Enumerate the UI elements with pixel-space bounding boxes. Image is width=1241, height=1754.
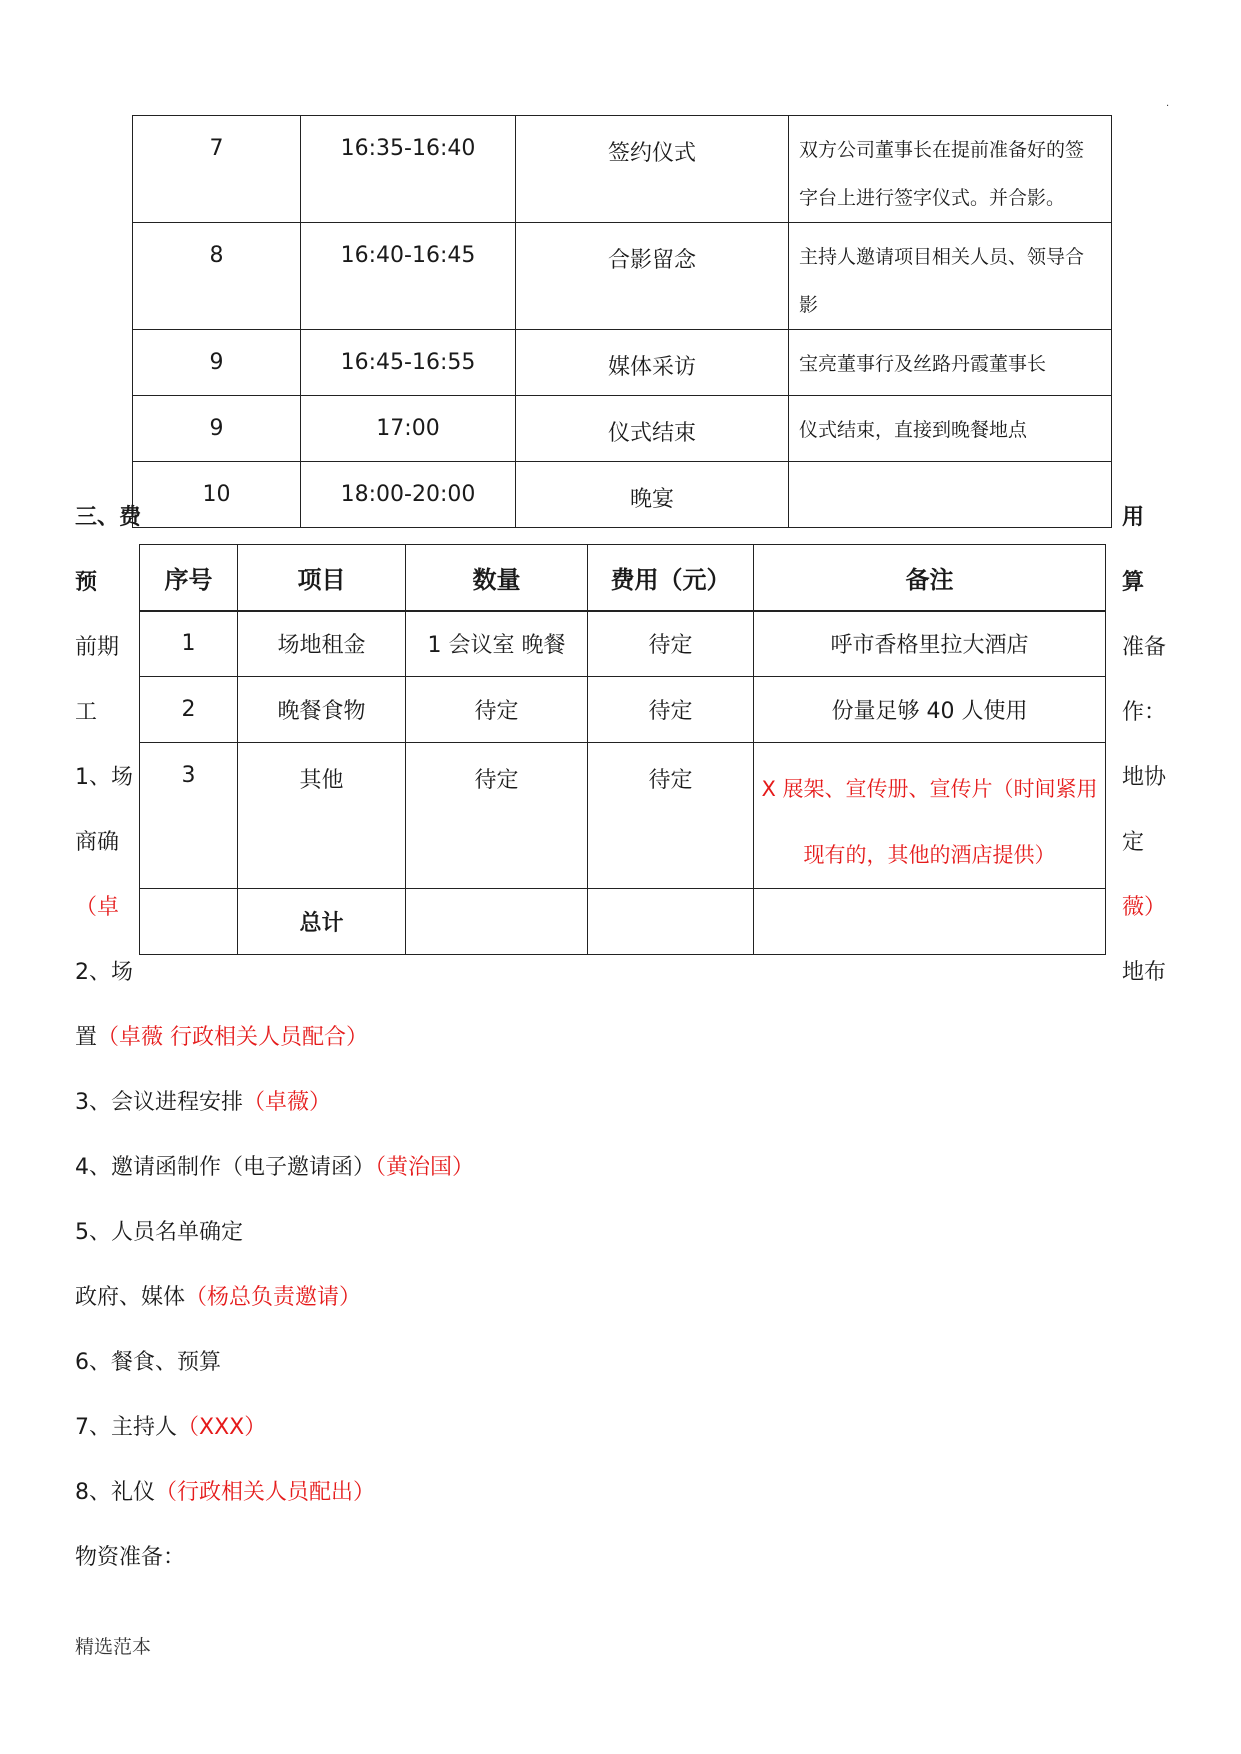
task-owner: （杨总负责邀请） [185,1285,362,1310]
wrapped-text-right: 地协 [1122,765,1167,790]
schedule-no: 9 [133,330,301,396]
schedule-note [789,462,1112,528]
schedule-item: 合影留念 [516,223,789,330]
schedule-item: 媒体采访 [516,330,789,396]
table-row [133,462,1112,528]
table-row [133,330,1112,396]
total-label: 总计 [238,889,406,955]
schedule-no: 10 [133,462,301,528]
task-text: 政府、媒体 [75,1285,186,1310]
schedule-time: 17:00 [301,396,516,462]
table-row [133,116,1112,223]
schedule-table [132,115,1112,528]
task-line [75,1085,331,1116]
budget-cost: 待定 [588,677,754,743]
page-marker: . [1166,98,1170,109]
task-text: 6、餐食、预算 [75,1350,221,1375]
budget-item: 晚餐食物 [238,677,406,743]
task-text: 置 [75,1025,98,1050]
task-text: 5、人员名单确定 [75,1220,243,1245]
schedule-time: 18:00-20:00 [301,462,516,528]
task-owner: （黄治国） [375,1155,475,1180]
table-row [133,223,1112,330]
task-text: 4、邀请函制作（电子邀请函） [75,1155,375,1180]
task-owner: （卓薇 行政相关人员配合） [97,1025,369,1050]
budget-qty: 待定 [406,743,588,889]
schedule-time: 16:40-16:45 [301,223,516,330]
budget-qty: 1 会议室 晚餐 [406,611,588,677]
schedule-note: 宝亮董事行及丝路丹霞董事长 [789,330,1112,396]
wrapped-text-right: 地布 [1122,960,1167,985]
budget-qty: 待定 [406,677,588,743]
budget-note: 呼市香格里拉大酒店 [754,611,1106,677]
task-line [75,1020,368,1051]
column-header: 费用（元） [588,545,754,611]
task-owner: （XXX） [177,1415,267,1440]
empty-cell [140,889,238,955]
wrapped-text-left: 1、场 [75,765,133,790]
budget-no: 1 [140,611,238,677]
schedule-time: 16:45-16:55 [301,330,516,396]
schedule-item: 签约仪式 [516,116,789,223]
budget-item: 场地租金 [238,611,406,677]
budget-cost: 待定 [588,611,754,677]
wrapped-text-left: 商确 [75,830,120,855]
schedule-item: 晚宴 [516,462,789,528]
column-header: 备注 [754,545,1106,611]
wrapped-text-left: 工 [75,700,98,725]
budget-no: 3 [140,743,238,889]
wrapped-text-right: 作： [1122,700,1167,725]
column-header: 项目 [238,545,406,611]
table-row [133,396,1112,462]
budget-cost: 待定 [588,743,754,889]
section-heading-cont: 预 [75,570,98,595]
schedule-no: 9 [133,396,301,462]
task-text: 3、会议进程安排 [75,1090,243,1115]
schedule-item: 仪式结束 [516,396,789,462]
budget-item: 其他 [238,743,406,889]
wrapped-text-right: 准备 [1122,635,1167,660]
column-header: 序号 [140,545,238,611]
empty-cell [406,889,588,955]
column-header: 数量 [406,545,588,611]
budget-note: X 展架、宣传册、宣传片（时间紧用现有的，其他的酒店提供） [754,743,1106,889]
page-footer: 精选范本 [75,1636,152,1658]
schedule-note: 仪式结束，直接到晚餐地点 [789,396,1112,462]
table-row [140,611,1106,677]
section-heading: 三、费 [75,505,142,530]
wrapped-text-left: 前期 [75,635,120,660]
task-owner: （行政相关人员配出） [155,1480,376,1505]
section-heading-cont: 用 [1122,505,1145,530]
budget-no: 2 [140,677,238,743]
schedule-no: 8 [133,223,301,330]
task-line [75,1150,474,1181]
table-header-row [140,545,1106,611]
wrapped-text-right: 薇） [1122,895,1167,920]
section-heading-cont: 算 [1122,570,1145,595]
empty-cell [754,889,1106,955]
task-line [75,1410,266,1441]
schedule-note: 双方公司董事长在提前准备好的签字台上进行签字仪式。并合影。 [789,116,1112,223]
schedule-no: 7 [133,116,301,223]
task-line [75,1280,361,1311]
schedule-note: 主持人邀请项目相关人员、领导合影 [789,223,1112,330]
schedule-time: 16:35-16:40 [301,116,516,223]
table-total-row [140,889,1106,955]
task-text: 7、主持人 [75,1415,177,1440]
task-line [75,1345,221,1376]
table-row [140,743,1106,889]
wrapped-text-left: 2、场 [75,960,133,985]
table-row [140,677,1106,743]
wrapped-text-left: （卓 [75,895,120,920]
empty-cell [588,889,754,955]
budget-note: 份量足够 40 人使用 [754,677,1106,743]
task-line [75,1475,375,1506]
budget-table [139,544,1106,955]
task-line [75,1215,243,1246]
task-text: 8、礼仪 [75,1480,155,1505]
wrapped-text-right: 定 [1122,830,1145,855]
materials-heading: 物资准备： [75,1545,186,1570]
task-owner: （卓薇） [243,1090,332,1115]
